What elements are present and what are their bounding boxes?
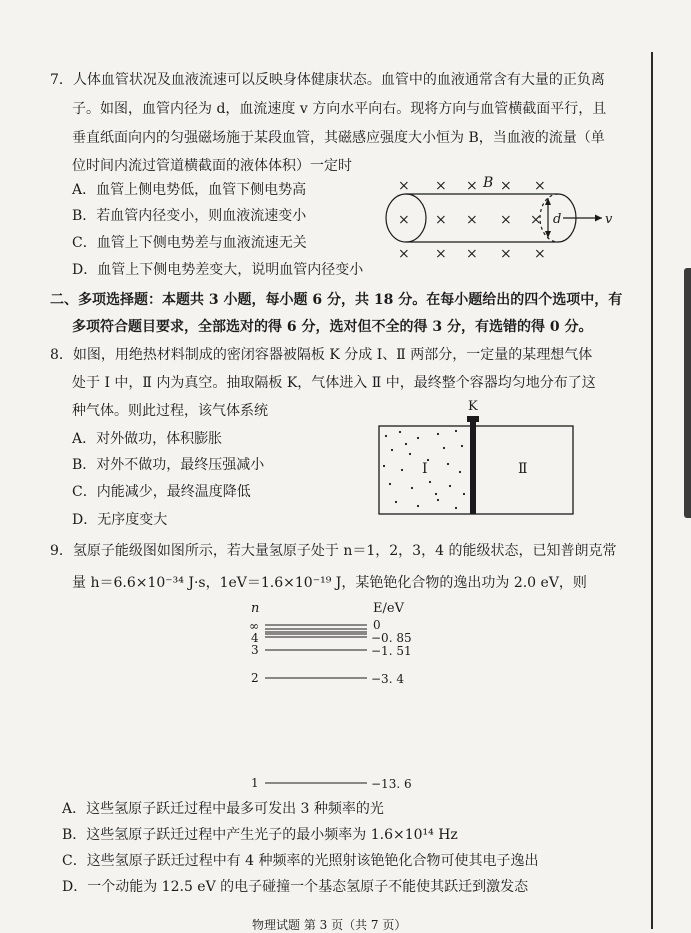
field-cross: × xyxy=(398,246,410,262)
gas-particle xyxy=(429,481,431,483)
gas-particle xyxy=(455,430,457,432)
q7-option-d[interactable]: D．血管上下侧电势差变大，说明血管内径变小 xyxy=(72,262,364,278)
level-n-4: 4 xyxy=(251,631,259,645)
scrollbar-thumb[interactable] xyxy=(684,268,691,518)
page-edge-line xyxy=(651,52,653,929)
q7-vessel-figure xyxy=(380,172,620,264)
gas-particle xyxy=(389,483,391,485)
q9-option-c[interactable]: C．这些氢原子跃迁过程中有 4 种频率的光照射该铯铯化合物可使其电子逸出 xyxy=(62,853,539,869)
field-cross: × xyxy=(500,246,512,262)
level-e-1: −13. 6 xyxy=(371,777,412,791)
q9-stem-line2: 量 h＝6.6×10⁻³⁴ J·s，1eV＝1.6×10⁻¹⁹ J，某铯铯化合物的逸出功为 2.0 eV，则 xyxy=(72,575,587,591)
energy-axis-label: E/eV xyxy=(373,601,404,616)
q9-energy-level-diagram xyxy=(245,596,435,796)
gas-particle xyxy=(395,501,397,503)
field-cross: × xyxy=(534,246,546,262)
gas-particle xyxy=(455,507,457,509)
field-cross: × xyxy=(534,178,546,194)
q7-option-c[interactable]: C．血管上下侧电势差与血液流速无关 xyxy=(72,235,307,251)
level-e-2: −3. 4 xyxy=(371,672,404,686)
q7-option-a[interactable]: A．血管上侧电势低，血管下侧电势高 xyxy=(72,182,307,198)
gas-particle xyxy=(383,465,385,467)
field-cross: × xyxy=(398,178,410,194)
gas-particle xyxy=(443,447,445,449)
q9-option-d[interactable]: D．一个动能为 12.5 eV 的电子碰撞一个基态氢原子不能使其跃迁到激发态 xyxy=(62,879,529,895)
gas-particle xyxy=(463,493,465,495)
q8-option-a[interactable]: A．对外做功，体积膨胀 xyxy=(72,431,223,447)
field-cross: × xyxy=(466,178,478,194)
diameter-d-label: d xyxy=(553,212,562,227)
section2-line2: 多项符合题目要求，全部选对的得 6 分，选对但不全的得 3 分，有选错的得 0 分。 xyxy=(72,319,593,335)
q8-stem-line1: 8．如图，用绝热材料制成的密闭容器被隔板 K 分成 Ⅰ、Ⅱ 两部分，一定量的某理想气体 xyxy=(50,347,593,363)
field-cross: × xyxy=(530,212,542,228)
gas-particle xyxy=(459,471,461,473)
q8-container-figure xyxy=(378,398,574,516)
field-cross: × xyxy=(435,178,447,194)
q7-stem-line1: 7．人体血管状况及血液流速可以反映身体健康状态。血管中的血液通常含有大量的正负离 xyxy=(50,72,605,88)
partition-k xyxy=(470,416,476,514)
q8-option-d[interactable]: D．无序度变大 xyxy=(72,512,168,528)
q8-option-c[interactable]: C．内能减少，最终温度降低 xyxy=(72,484,251,500)
q8-stem-line3: 种气体。则此过程，该气体系统 xyxy=(72,403,268,419)
gas-particle xyxy=(391,449,393,451)
level-e-3: −1. 51 xyxy=(371,644,412,658)
gas-particle xyxy=(405,443,407,445)
level-n-3: 3 xyxy=(251,643,259,657)
gas-particle xyxy=(417,437,419,439)
gas-particle xyxy=(461,445,463,447)
field-b-label: B xyxy=(483,175,494,191)
q7-stem-line4: 位时间内流过管道横截面的液体体积）一定时 xyxy=(72,158,352,174)
field-cross: × xyxy=(466,212,478,228)
gas-particle xyxy=(385,435,387,437)
level-n-1: 1 xyxy=(251,776,259,790)
q8-stem-line2: 处于 Ⅰ 中，Ⅱ 内为真空。抽取隔板 K，气体进入 Ⅱ 中，最终整个容器均匀地分布了这 xyxy=(72,375,596,391)
level-e-4: −0. 85 xyxy=(371,631,412,645)
field-cross: × xyxy=(466,246,478,262)
gas-particle xyxy=(437,433,439,435)
q8-option-b[interactable]: B．对外不做功，最终压强减小 xyxy=(72,457,265,473)
field-cross: × xyxy=(500,212,512,228)
gas-particle xyxy=(449,485,451,487)
q7-option-b[interactable]: B．若血管内径变小，则血液流速变小 xyxy=(72,208,307,224)
field-cross: × xyxy=(435,246,447,262)
chamber-ii-label: Ⅱ xyxy=(518,461,528,477)
chamber-i-label: Ⅰ xyxy=(422,461,428,477)
gas-particle xyxy=(399,431,401,433)
q7-stem-line3: 垂直纸面向内的匀强磁场施于某段血管，其磁感应强度大小恒为 B，当血液的流量（单 xyxy=(72,130,605,146)
q9-stem-line1: 9．氢原子能级图如图所示，若大量氢原子处于 n＝1，2，3，4 的能级状态，已知普朗克常 xyxy=(50,543,617,559)
gas-particle xyxy=(435,493,437,495)
gas-particle xyxy=(409,453,411,455)
level-n-inf: ∞ xyxy=(249,619,259,633)
field-cross: × xyxy=(500,178,512,194)
gas-particle xyxy=(447,463,449,465)
gas-particle xyxy=(417,505,419,507)
q9-option-b[interactable]: B．这些氢原子跃迁过程中产生光子的最小频率为 1.6×10¹⁴ Hz xyxy=(62,827,458,843)
partition-k-label: K xyxy=(468,399,478,414)
gas-particle xyxy=(437,499,439,501)
q9-option-a[interactable]: A．这些氢原子跃迁过程中最多可发出 3 种频率的光 xyxy=(62,801,384,817)
gas-particle xyxy=(401,469,403,471)
section2-line1: 二、多项选择题：本题共 3 小题，每小题 6 分，共 18 分。在每小题给出的四个选项中，有 xyxy=(50,292,623,308)
gas-particle xyxy=(411,487,413,489)
level-n-2: 2 xyxy=(251,671,259,685)
field-cross: × xyxy=(435,212,447,228)
field-cross: × xyxy=(398,212,410,228)
page-footer: 物理试题 第 3 页（共 7 页） xyxy=(252,918,407,932)
velocity-v-label: v xyxy=(605,212,613,227)
level-e-0: 0 xyxy=(373,618,381,632)
n-axis-label: n xyxy=(251,601,260,616)
q7-stem-line2: 子。如图，血管内径为 d，血流速度 v 方向水平向右。现将方向与血管横截面平行，且 xyxy=(72,101,607,117)
